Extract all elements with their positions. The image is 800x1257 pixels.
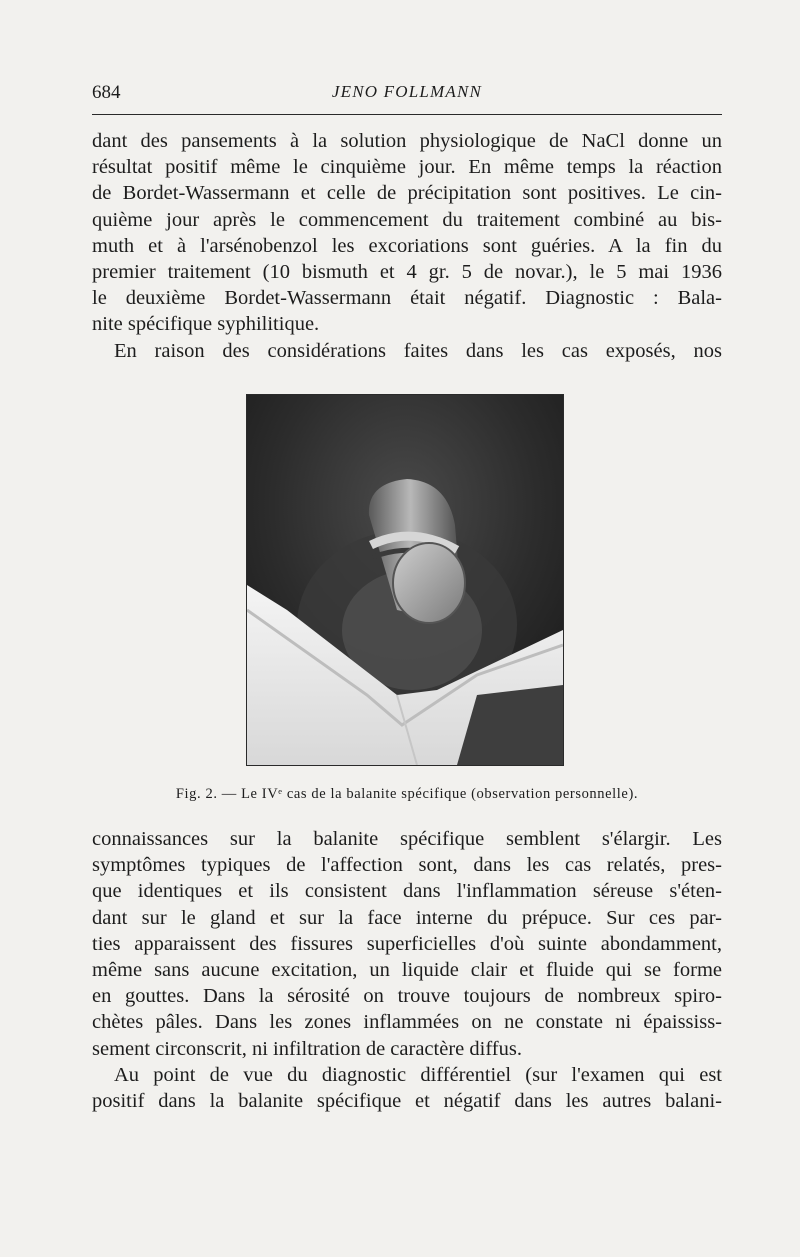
paragraph-4 <box>92 1062 722 1114</box>
paragraph-1 <box>92 128 722 338</box>
page-header <box>92 82 722 115</box>
text-line: symptômes typiques de l'affection sont, dans les cas relatés, pres- <box>92 854 722 877</box>
page-number: 684 <box>92 82 121 103</box>
figure-photograph <box>246 394 564 766</box>
text-line: le deuxième Bordet-Wassermann était négatif. Diagnostic : Bala- <box>92 287 722 310</box>
text-line: de Bordet-Wassermann et celle de précipitation sont positives. Le cin- <box>92 182 722 205</box>
figure-caption: Fig. 2. — Le IVᵉ cas de la balanite spécifique (observation personnelle). <box>175 786 639 802</box>
text-line: chètes pâles. Dans les zones inflammées on ne constate ni épaississ- <box>92 1011 722 1034</box>
text-line: quième jour après le commencement du traitement combiné au bis- <box>92 208 722 231</box>
paragraph-3 <box>92 826 722 1062</box>
upper-text <box>92 128 722 364</box>
text-line: que identiques et ils consistent dans l'inflammation séreuse s'éten- <box>92 880 722 903</box>
text-line: nite spécifique syphilitique. <box>92 313 320 336</box>
running-title: JENO FOLLMANN <box>331 82 483 101</box>
text-line: Au point de vue du diagnostic différentiel (sur l'examen qui est <box>114 1063 722 1086</box>
paragraph-2 <box>92 338 722 364</box>
lower-text <box>92 826 722 1114</box>
text-line: en gouttes. Dans la sérosité on trouve toujours de nombreux spiro- <box>92 985 722 1008</box>
text-line: ties apparaissent des fissures superficielles d'où suinte abondamment, <box>92 932 722 955</box>
text-line: positif dans la balanite spécifique et négatif dans les autres balani- <box>92 1090 722 1113</box>
text-line: En raison des considérations faites dans les cas exposés, nos <box>114 339 722 362</box>
clinical-photo-illustration <box>247 395 563 765</box>
text-line: résultat positif même le cinquième jour. En même temps la réaction <box>92 156 722 179</box>
text-line: même sans aucune excitation, un liquide clair et fluide qui se forme <box>92 959 722 982</box>
text-line: sement circonscrit, ni infiltration de caractère diffus. <box>92 1037 522 1060</box>
text-line: muth et à l'arsénobenzol les excoriations sont guéries. A la fin du <box>92 234 722 257</box>
text-line: premier traitement (10 bismuth et 4 gr. 5 de novar.), le 5 mai 1936 <box>92 261 722 284</box>
text-line: connaissances sur la balanite spécifique semblent s'élargir. Les <box>92 828 722 850</box>
text-line: dant sur le gland et sur la face interne du prépuce. Sur ces par- <box>92 906 722 929</box>
text-line: dant des pansements à la solution physiologique de NaCl donne un <box>92 130 722 152</box>
